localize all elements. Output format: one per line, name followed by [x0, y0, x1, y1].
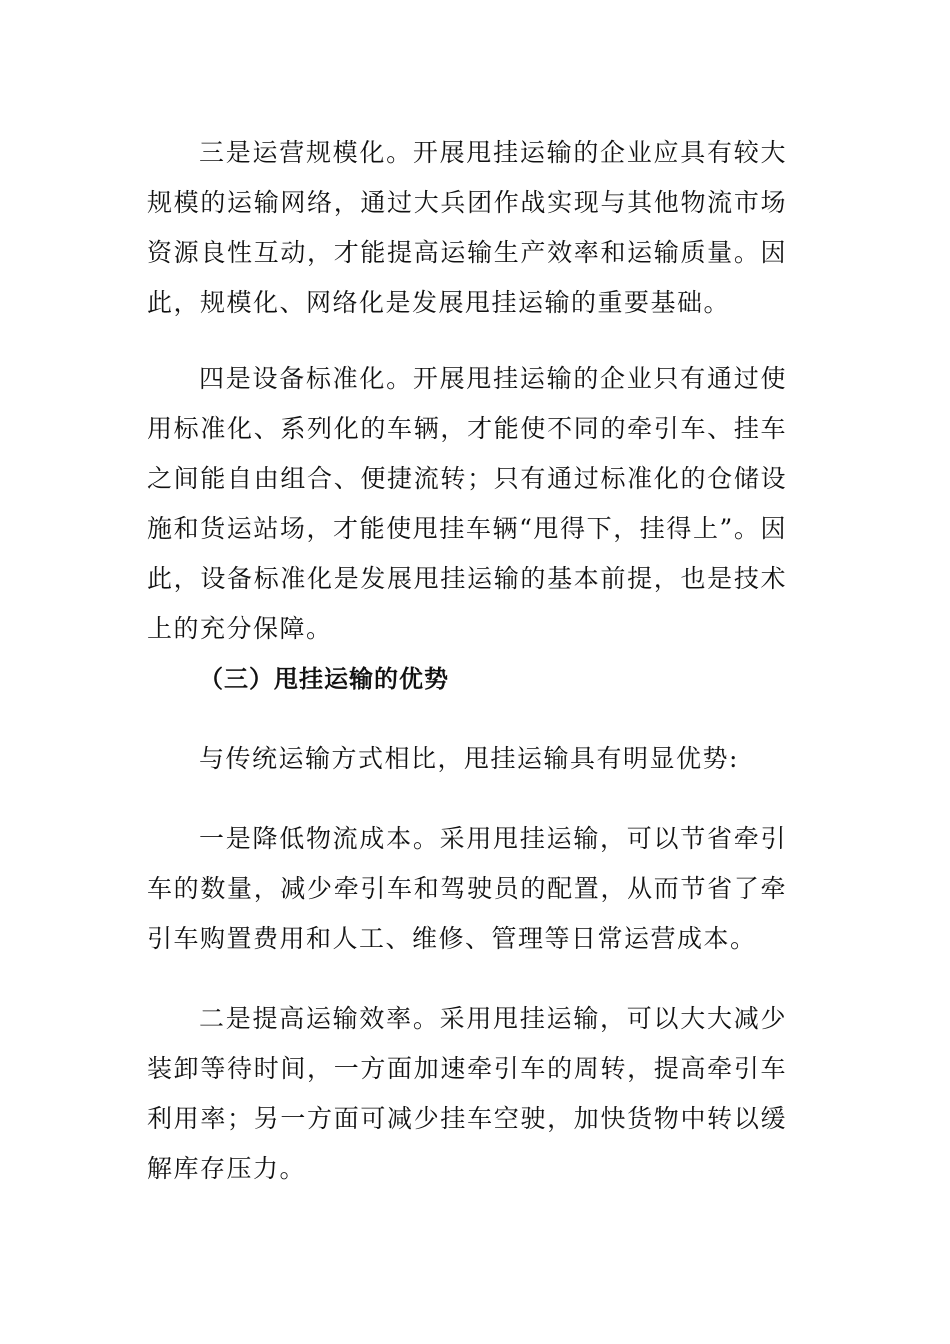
paragraph-equipment-standardization: 四是设备标准化。开展甩挂运输的企业只有通过使用标准化、系列化的车辆，才能使不同的牵引车、挂车之间能自由组合、便捷流转；只有通过标准化的仓储设施和货运站场，才能使甩挂车辆“甩得下，挂得上”。因此，设备标准化是发展甩挂运输的基本前提，也是技术上的充分保障。	[147, 364, 787, 643]
paragraph-reduce-cost: 一是降低物流成本。采用甩挂运输，可以节省牵引车的数量，减少牵引车和驾驶员的配置，从而节省了牵引车购置费用和人工、维修、管理等日常运营成本。	[147, 824, 787, 953]
section-heading: （三）甩挂运输的优势	[199, 665, 449, 693]
paragraph-intro: 与传统运输方式相比，甩挂运输具有明显优势:	[199, 744, 739, 773]
document-body	[147, 128, 787, 1194]
paragraph-operation-scale: 三是运营规模化。开展甩挂运输的企业应具有较大规模的运输网络，通过大兵团作战实现与其他物流市场资源良性互动，才能提高运输生产效率和运输质量。因此，规模化、网络化是发展甩挂运输的重要基础。	[147, 138, 787, 317]
paragraph-improve-efficiency: 二是提高运输效率。采用甩挂运输，可以大大减少装卸等待时间，一方面加速牵引车的周转，提高牵引车利用率；另一方面可减少挂车空驶，加快货物中转以缓解库存压力。	[147, 1004, 787, 1183]
